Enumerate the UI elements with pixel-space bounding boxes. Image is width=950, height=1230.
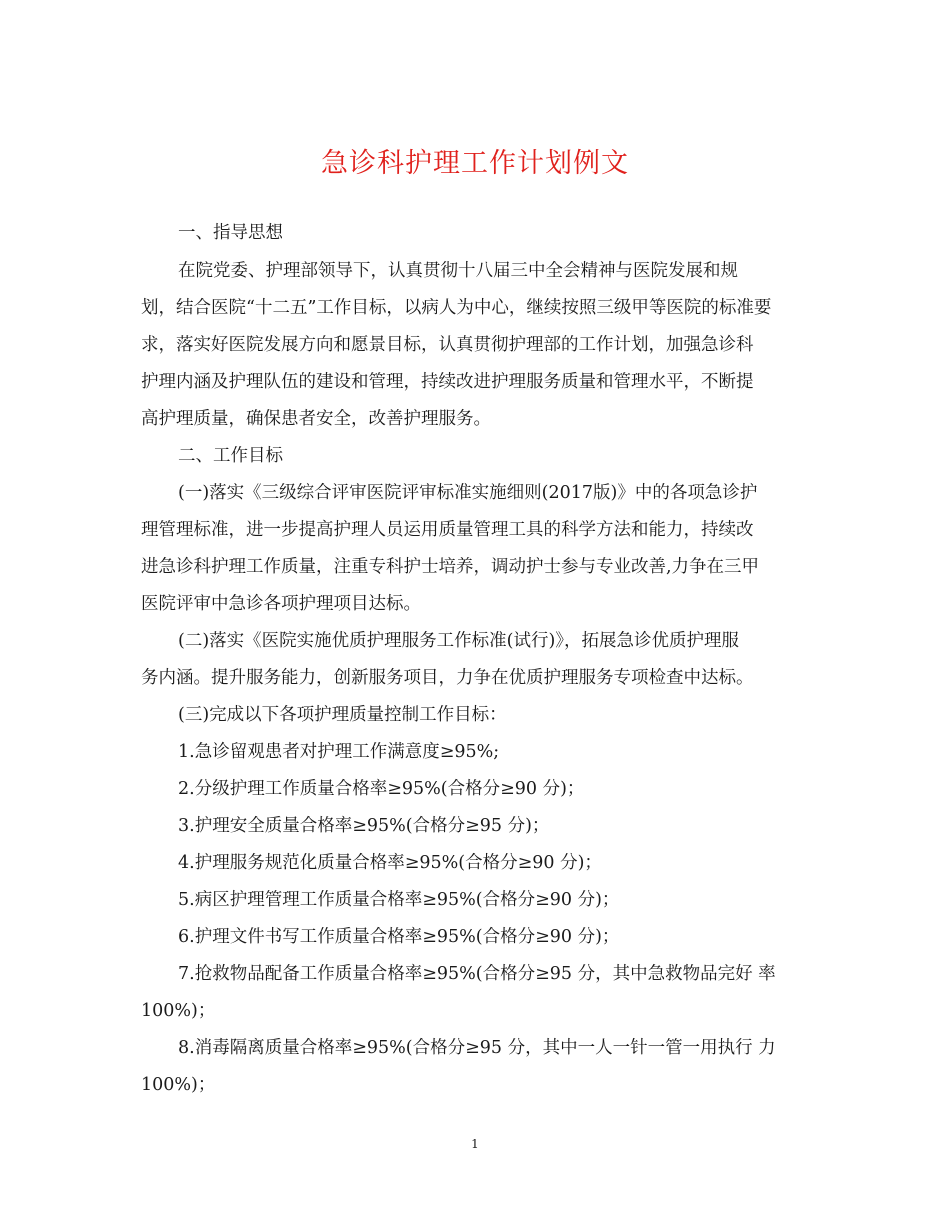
paragraph-line: 求，落实好医院发展方向和愿景目标，认真贯彻护理部的工作计划，加强急诊科: [141, 335, 754, 355]
paragraph-line: 护理内涵及护理队伍的建设和管理，持续改进护理服务质量和管理水平，不断提: [141, 372, 754, 392]
paragraph-line: (三)完成以下各项护理质量控制工作目标：: [178, 705, 507, 725]
paragraph-line: 高护理质量，确保患者安全，改善护理服务。: [141, 409, 491, 429]
section-heading-1: 一、指导思想: [178, 223, 283, 243]
list-item: 3.护理安全质量合格率≥95%(合格分≥95 分)；: [178, 816, 550, 836]
list-item: 1.急诊留观患者对护理工作满意度≥95%;: [178, 742, 500, 762]
paragraph-line: 在院党委、护理部领导下，认真贯彻十八届三中全会精神与医院发展和规: [178, 261, 738, 281]
list-item-continuation: 100%)；: [141, 1075, 216, 1095]
paragraph-line: (一)落实《三级综合评审医院评审标准实施细则(2017版)》中的各项急诊护: [178, 483, 758, 503]
list-item: 4.护理服务规范化质量合格率≥95%(合格分≥90 分)；: [178, 853, 602, 873]
list-item: 7.抢救物品配备工作质量合格率≥95%(合格分≥95 分，其中急救物品完好 率: [178, 964, 776, 984]
paragraph-line: 进急诊科护理工作质量，注重专科护士培养，调动护士参与专业改善,力争在三甲: [141, 557, 760, 577]
list-item: 5.病区护理管理工作质量合格率≥95%(合格分≥90 分)；: [178, 890, 620, 910]
document-title: 急诊科护理工作计划例文: [321, 148, 629, 179]
list-item-continuation: 100%)；: [141, 1001, 216, 1021]
list-item: 6.护理文件书写工作质量合格率≥95%(合格分≥90 分)；: [178, 927, 620, 947]
list-item: 8.消毒隔离质量合格率≥95%(合格分≥95 分，其中一人一针一管一用执行 力: [178, 1038, 776, 1058]
paragraph-line: 划，结合医院“十二五”工作目标，以病人为中心，继续按照三级甲等医院的标准要: [141, 298, 772, 318]
paragraph-line: 医院评审中急诊各项护理项目达标。: [141, 594, 421, 614]
list-item: 2.分级护理工作质量合格率≥95%(合格分≥90 分)；: [178, 779, 585, 799]
section-heading-2: 二、工作目标: [178, 446, 283, 466]
page-number: 1: [471, 1137, 479, 1151]
paragraph-line: (二)落实《医院实施优质护理服务工作标准(试行)》，拓展急诊优质护理服: [178, 631, 740, 651]
paragraph-line: 务内涵。提升服务能力，创新服务项目，力争在优质护理服务专项检查中达标。: [141, 668, 754, 688]
paragraph-line: 理管理标准，进一步提高护理人员运用质量管理工具的科学方法和能力，持续改: [141, 520, 754, 540]
